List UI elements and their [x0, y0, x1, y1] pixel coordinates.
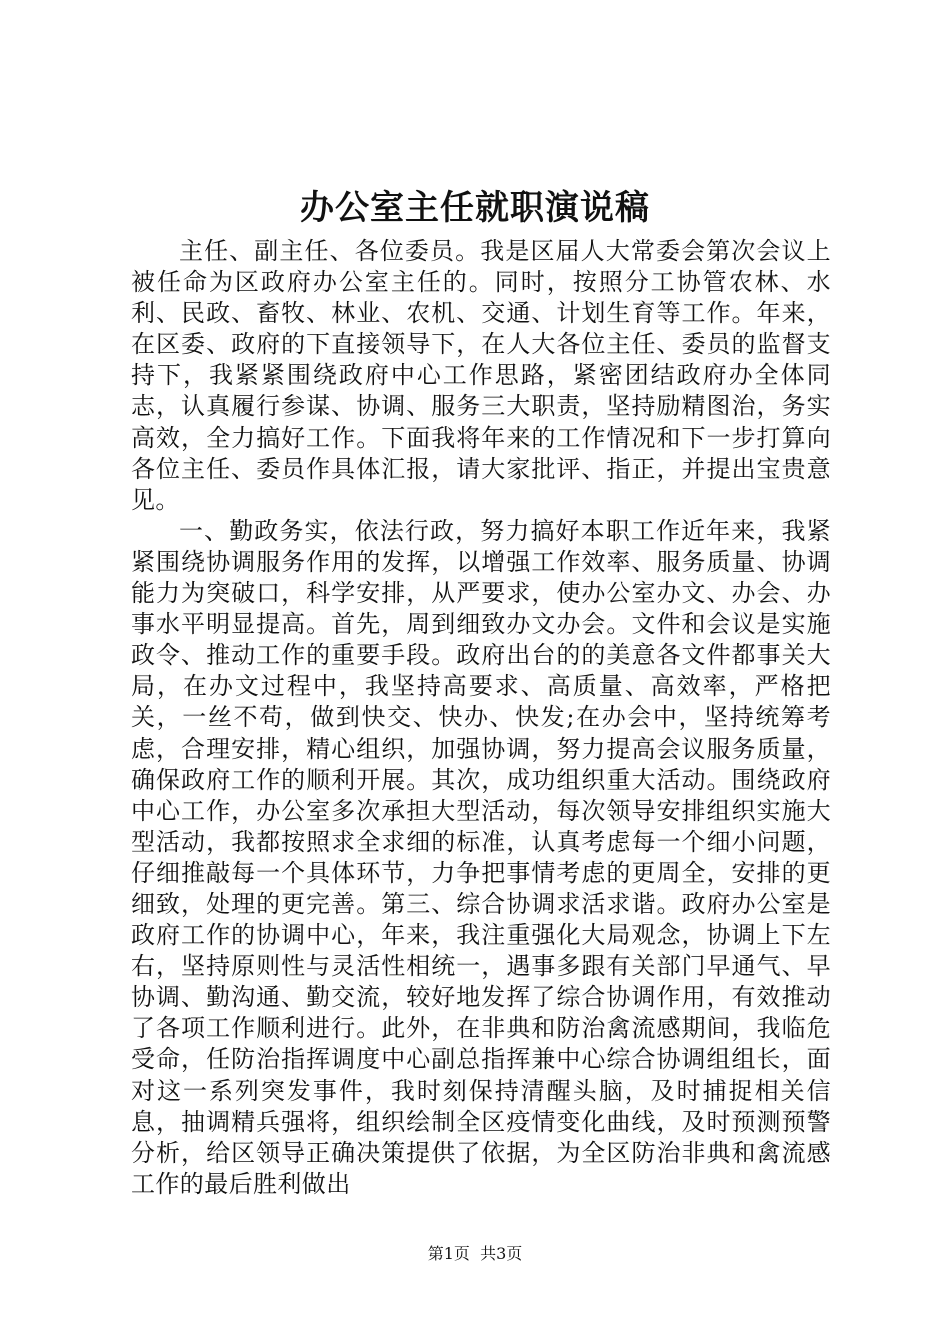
page-total: 共3页	[480, 1244, 523, 1263]
page-footer	[0, 1243, 950, 1265]
paragraph-section-one: 一、勤政务实，依法行政，努力搞好本职工作近年来，我紧紧围绕协调服务作用的发挥，以增强工作效率、服务质量、协调能力为突破口，科学安排，从严要求，使办公室办文、办会、办事水平明显提高。首先，周到细致办文办会。文件和会议是实施政令、推动工作的重要手段。政府出台的的美意各文件都事关大局，在办文过程中，我坚持高要求、高质量、高效率，严格把关，一丝不苟，做到快交、快办、快发;在办会中，坚持统筹考虑，合理安排，精心组织，加强协调，努力提高会议服务质量，确保政府工作的顺利开展。其次，成功组织重大活动。围绕政府中心工作，办公室多次承担大型活动，每次领导安排组织实施大型活动，我都按照求全求细的标准，认真考虑每一个细小问题，仔细推敲每一个具体环节，力争把事情考虑的更周全，安排的更细致，处理的更完善。第三、综合协调求活求谐。政府办公室是政府工作的协调中心，年来，我注重强化大局观念，协调上下左右，坚持原则性与灵活性相统一，遇事多跟有关部门早通气、早协调、勤沟通、勤交流，较好地发挥了综合协调作用，有效推动了各项工作顺利进行。此外，在非典和防治禽流感期间，我临危受命，任防治指挥调度中心副总指挥兼中心综合协调组组长，面对这一系列突发事件，我时刻保持清醒头脑，及时捕捉相关信息，抽调精兵强将，组织绘制全区疫情变化曲线，及时预测预警分析，给区领导正确决策提供了依据，为全区防治非典和禽流感工作的最后胜利做出	[131, 516, 831, 1198]
page-number: 第1页	[427, 1244, 470, 1263]
paragraph-intro: 主任、副主任、各位委员。我是区届人大常委会第次会议上被任命为区政府办公室主任的。同时，按照分工协管农林、水利、民政、畜牧、林业、农机、交通、计划生育等工作。年来，在区委、政府的下直接领导下，在人大各位主任、委员的监督支持下，我紧紧围绕政府中心工作思路，紧密团结政府办全体同志，认真履行参谋、协调、服务三大职责，坚持励精图治，务实高效，全力搞好工作。下面我将年来的工作情况和下一步打算向各位主任、委员作具体汇报，请大家批评、指正，并提出宝贵意见。	[131, 237, 831, 514]
document-title: 办公室主任就职演说稿	[300, 188, 650, 228]
document-body	[131, 236, 831, 1200]
